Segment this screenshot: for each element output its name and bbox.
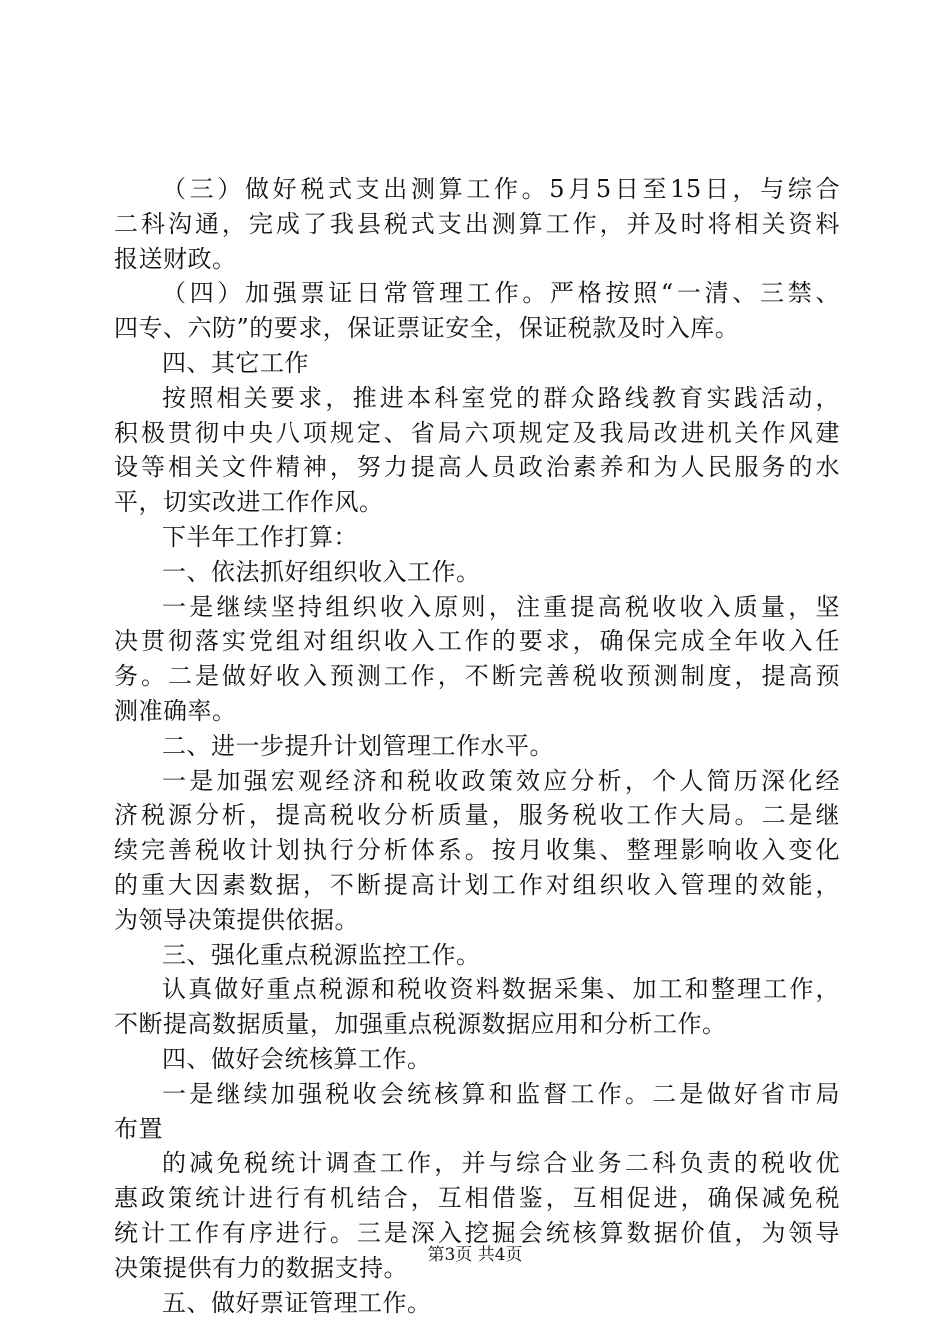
section-heading: 下半年工作打算： (162, 522, 358, 551)
text-line: 续完善税收计划执行分析体系。按月收集、整理影响收入变化 (114, 836, 840, 865)
text-line: 决策提供有力的数据支持。 (114, 1253, 408, 1282)
text-line: 不断提高数据质量，加强重点税源数据应用和分析工作。 (114, 1010, 727, 1039)
text-line: 统计工作有序进行。三是深入挖掘会统核算数据价值，为领导 (114, 1218, 840, 1247)
text-line: 惠政策统计进行有机结合，互相借鉴，互相促进，确保减免税 (114, 1184, 840, 1213)
section-heading: 三、强化重点税源监控工作。 (162, 940, 481, 969)
document-body (114, 172, 840, 1320)
text-line: （三）做好税式支出测算工作。5月5日至15日，与综合 (162, 175, 840, 203)
text-line: 的减免税统计调查工作，并与综合业务二科负责的税收优 (162, 1149, 840, 1178)
text-line: 一是继续加强税收会统核算和监督工作。二是做好省市局 (162, 1079, 840, 1108)
page-number-footer: 第3页 共4页 (427, 1245, 523, 1265)
section-heading: 四、做好会统核算工作。 (162, 1044, 432, 1073)
section-heading: 四、其它工作 (162, 348, 309, 377)
text-line: 一是加强宏观经济和税收政策效应分析，个人简历深化经 (162, 766, 840, 795)
text-line: 务。二是做好收入预测工作，不断完善税收预测制度，提高预 (114, 662, 840, 691)
text-line: 的重大因素数据，不断提高计划工作对组织收入管理的效能， (114, 870, 840, 899)
text-line: 二科沟通，完成了我县税式支出测算工作，并及时将相关资料 (114, 209, 840, 238)
text-line: 为领导决策提供依据。 (114, 905, 359, 934)
text-line: 一是继续坚持组织收入原则，注重提高税收收入质量，坚 (162, 592, 840, 621)
text-line: 认真做好重点税源和税收资料数据采集、加工和整理工作， (162, 975, 840, 1004)
text-line: 按照相关要求，推进本科室党的群众路线教育实践活动， (162, 383, 840, 412)
text-line: 测准确率。 (114, 696, 237, 725)
text-line: 积极贯彻中央八项规定、省局六项规定及我局改进机关作风建 (114, 418, 840, 447)
text-line: 平，切实改进工作作风。 (114, 488, 384, 517)
text-line: 决贯彻落实党组对组织收入工作的要求，确保完成全年收入任 (114, 627, 840, 656)
text-line: 济税源分析，提高税收分析质量，服务税收工作大局。二是继 (114, 801, 840, 830)
section-heading: 一、依法抓好组织收入工作。 (162, 557, 481, 586)
section-heading: 二、进一步提升计划管理工作水平。 (162, 731, 554, 760)
text-line: （四）加强票证日常管理工作。严格按照“一清、三禁、 (162, 279, 840, 308)
section-heading: 五、做好票证管理工作。 (162, 1288, 432, 1317)
text-line: 四专、六防”的要求，保证票证安全，保证税款及时入库。 (114, 314, 740, 343)
text-line: 报送财政。 (114, 244, 237, 273)
text-line: 设等相关文件精神，努力提高人员政治素养和为人民服务的水 (114, 453, 840, 482)
text-line: 布置 (114, 1114, 163, 1143)
